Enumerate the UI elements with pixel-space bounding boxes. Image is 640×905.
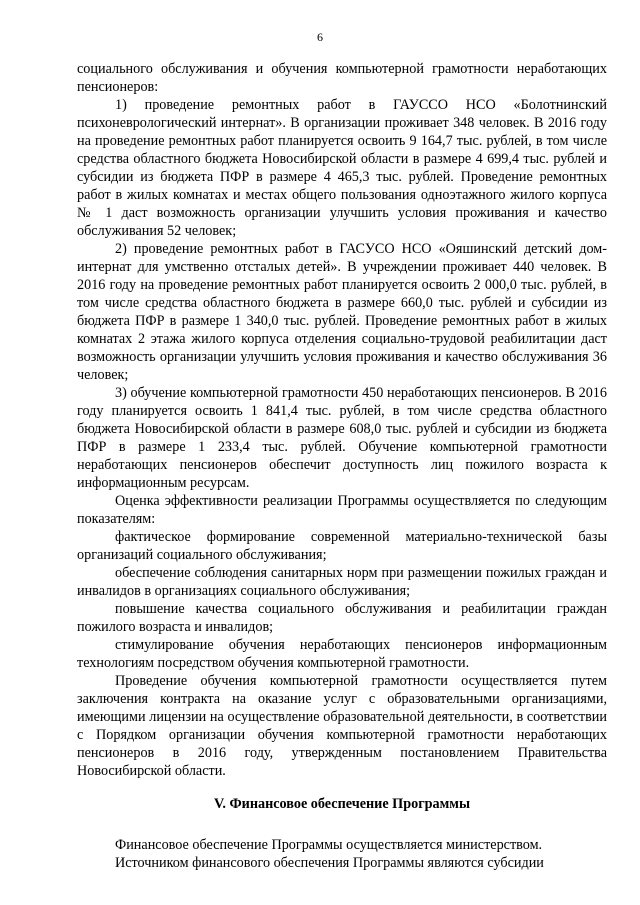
paragraph-indicator-2: обеспечение соблюдения санитарных норм при размещении пожилых граждан и инвалидов в организациях социального обслуживания; [77,565,607,599]
document-body [77,60,607,872]
section-title: V. Финансовое обеспечение Программы [213,796,471,812]
page-number: 6 [317,30,323,44]
paragraph-item-1: 1) проведение ремонтных работ в ГАУССО НСО «Болотнинский психоневрологический интернат». В организации проживает 348 человек. В 2016 году на проведение ремонтных работ планируется освоить 9 164,7 тыс. рублей, в том числе средства областного бюджета Новосибирской области в размере 4 699,4 тыс. рублей и субсидии из бюджета ПФР в размере 4 465,3 тыс. рублей. Проведение ремонтных работ в жилых комнатах и местах общего пользования одноэтажного жилого корпуса № 1 даст возможность организации улучшить условия проживания и качество обслуживания 52 человек; [77,97,607,239]
paragraph-continuation: социального обслуживания и обучения компьютерной грамотности неработающих пенсионеров: [77,61,607,95]
paragraph-item-2: 2) проведение ремонтных работ в ГАСУСО НСО «Ояшинский детский дом-интернат для умственно отсталых детей». В учреждении проживает 440 человек. В 2016 году на проведение ремонтных работ планируется освоить 2 000,0 тыс. рублей, в том числе средства областного бюджета в размере 660,0 тыс. рублей и субсидии из бюджета ПФР в размере 1 340,0 тыс. рублей. Проведение ремонтных работ в жилых комнатах 2 этажа жилого корпуса отделения социально-трудовой реабилитации даст возможность организации улучшить условия проживания и качество обслуживания 36 человек; [77,241,607,383]
paragraph-financing: Финансовое обеспечение Программы осуществляется министерством. [115,837,543,853]
paragraph-evaluation-intro: Оценка эффективности реализации Программы осуществляется по следующим показателям: [77,493,607,527]
paragraph-item-3: 3) обучение компьютерной грамотности 450 неработающих пенсионеров. В 2016 году планируется освоить 1 841,4 тыс. рублей, в том числе средства областного бюджета Новосибирской области в размере 608,0 тыс. рублей и субсидии из бюджета ПФР в размере 1 233,4 тыс. рублей. Обучение компьютерной грамотности неработающих пенсионеров обеспечит доступность лиц пожилого возраста к информационным ресурсам. [77,385,607,491]
paragraph-indicator-4: стимулирование обучения неработающих пенсионеров информационным технологиям посредством обучения компьютерной грамотности. [77,637,607,671]
paragraph-sources: Источником финансового обеспечения Программы являются субсидии [115,855,544,871]
paragraph-indicator-3: повышение качества социального обслуживания и реабилитации граждан пожилого возраста и инвалидов; [77,601,607,635]
paragraph-training: Проведение обучения компьютерной грамотности осуществляется путем заключения контракта на оказание услуг с образовательными организациями, имеющими лицензии на осуществление образовательной деятельности, в соответствии с Порядком организации обучения компьютерной грамотности неработающих пенсионеров в 2016 году, утвержденным постановлением Правительства Новосибирской области. [77,673,607,779]
paragraph-indicator-1: фактическое формирование современной материально-технической базы организаций социального обслуживания; [77,529,607,563]
